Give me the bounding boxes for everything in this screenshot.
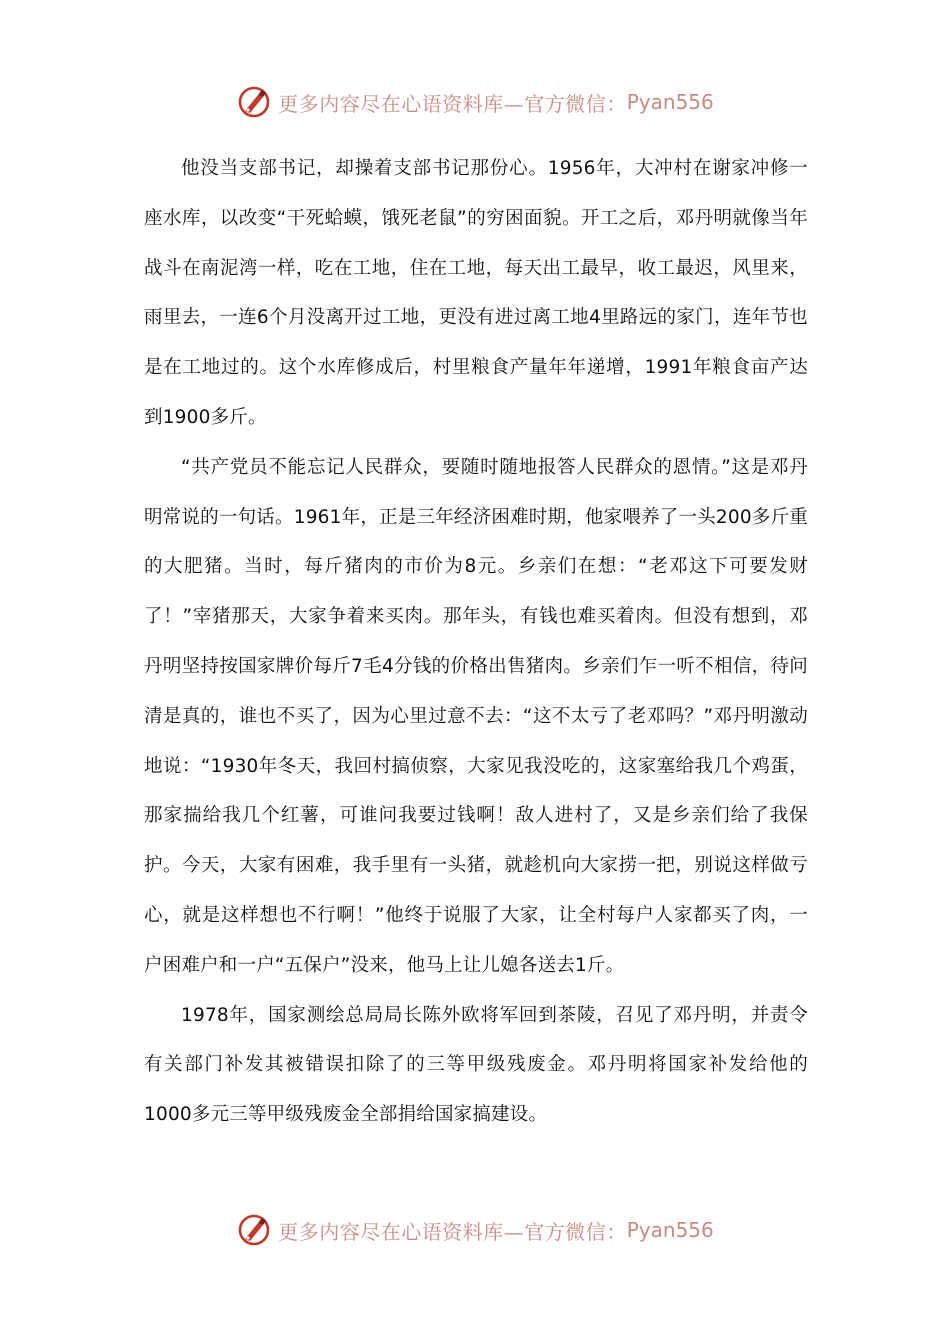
banner-brand: Pyan556: [626, 1218, 714, 1242]
banner-text: 更多内容尽在心语资料库—官方微信：: [278, 91, 627, 116]
paragraph: 他没当支部书记，却操着支部书记那份心。1956年，大冲村在谢家冲修一座水库，以改变“干死蛤蟆，饿死老鼠”的穷困面貌。开工之后，邓丹明就像当年战斗在南泥湾一样，吃在工地，住在工地，每天出工最早，收工最迟，风里来，雨里去，一连6个月没离开过工地，更没有进过离工地4里路远的家门，连年节也是在工地过的。这个水库修成后，村里粮食产量年年递增，1991年粮食亩产达到1900多斤。: [144, 158, 808, 428]
pen-nib-logo-icon: [236, 84, 272, 120]
footer-banner: [0, 1208, 950, 1252]
header-banner: [0, 80, 950, 124]
paragraph: “共产党员不能忘记人民群众，要随时随地报答人民群众的恩情。”这是邓丹明常说的一句话。1961年，正是三年经济困难时期，他家喂养了一头200多斤重的大肥猪。当时，每斤猪肉的市价为8元。乡亲们在想：“老邓这下可要发财了！”宰猪那天，大家争着来买肉。那年头，有钱也难买着肉。但没有想到，邓丹明坚持按国家牌价每斤7毛4分钱的价格出售猪肉。乡亲们乍一听不相信，待问清是真的，谁也不买了，因为心里过意不去：“这不太亏了老邓吗？”邓丹明激动地说：“1930年冬天，我回村搞侦察，大家见我没吃的，这家塞给我几个鸡蛋，那家揣给我几个红薯，可谁问我要过钱啊！敌人进村了，又是乡亲们给了我保护。今天，大家有困难，我手里有一头猪，就趁机向大家捞一把，别说这样做亏心，就是这样想也不行啊！”他终于说服了大家，让全村每户人家都买了肉，一户困难户和一户“五保户”没来，他马上让儿媳各送去1斤。: [144, 456, 808, 976]
banner-brand: Pyan556: [626, 90, 714, 114]
pen-nib-logo-icon: [236, 1212, 272, 1248]
paragraph: 1978年，国家测绘总局局长陈外欧将军回到茶陵，召见了邓丹明，并责令有关部门补发其被错误扣除了的三等甲级残废金。邓丹明将国家补发给他的1000多元三等甲级残废金全部捐给国家搞建设。: [144, 1004, 808, 1126]
banner-text: 更多内容尽在心语资料库—官方微信：: [278, 1219, 627, 1244]
document-body: [144, 144, 808, 1140]
